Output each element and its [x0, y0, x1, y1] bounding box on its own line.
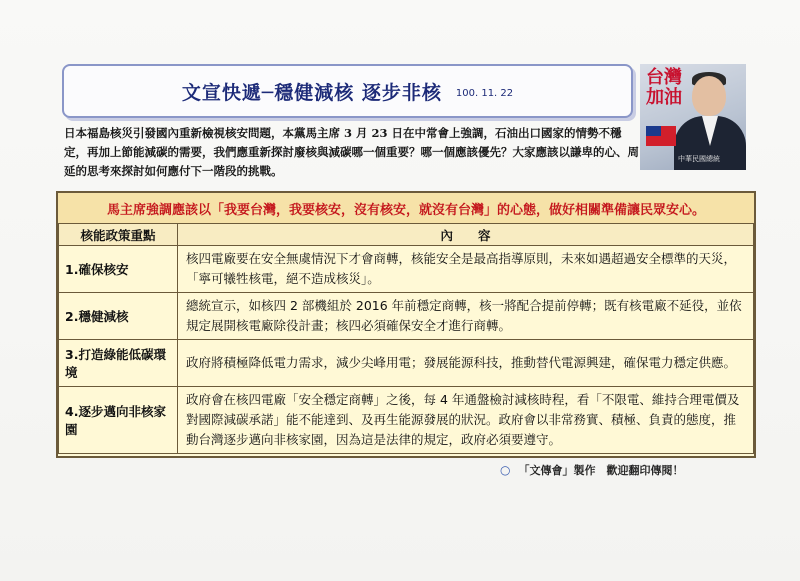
portrait-face: [692, 76, 726, 116]
table-row: [59, 246, 754, 293]
policy-label: 1.確保核安: [59, 246, 178, 293]
taiwan-jiayou-logo: 台灣 加油: [646, 67, 682, 108]
policy-table: [58, 223, 754, 454]
table-row: [59, 387, 754, 454]
issue-date: 100. 11. 22: [455, 87, 514, 99]
bullet-circle-icon: ○: [500, 463, 511, 477]
roc-flag-icon: [646, 126, 676, 146]
footer-text: 「文傳會」製作 歡迎翻印傳閱！: [518, 464, 684, 477]
table-header-row: [59, 224, 754, 246]
table-row: [59, 293, 754, 340]
policy-content: 政府將積極降低電力需求，減少尖峰用電；發展能源科技，推動替代電源興建，確保電力穩定供應。: [178, 340, 754, 387]
policy-content: 政府會在核四電廠「安全穩定商轉」之後，每 4 年通盤檢討減核時程，看「不限電、維持合理電價及對國際減碳承諾」能不能達到、及再生能源發展的狀況。政府會以非常務實、積極、負責的態度，推動台灣逐步邁向非核家園，因為這是法律的規定，政府必須要遵守。: [178, 387, 754, 454]
table-row: [59, 340, 754, 387]
page-title: 文宣快遞─穩健減核 逐步非核: [181, 81, 442, 104]
policy-label: 2.穩健減核: [59, 293, 178, 340]
policy-content: 總統宣示，如核四 2 部機組於 2016 年前穩定商轉，核一將配合提前停轉；既有核電廠不延役，並依規定展開核電廠除役計畫；核四必須確保安全才進行商轉。: [178, 293, 754, 340]
policy-label: 4.逐步邁向非核家園: [59, 387, 178, 454]
chairman-statement-banner: 馬主席強調應該以「我要台灣，我要核安，沒有核安，就沒有台灣」的心態，做好相關準備讓民眾安心。: [58, 193, 754, 224]
header-policy: 核能政策重點: [59, 224, 178, 246]
president-portrait: [640, 64, 746, 170]
portrait-caption: 中華民國總統: [678, 155, 720, 163]
intro-paragraph: 日本福島核災引發國內重新檢視核安問題，本黨馬主席 3 月 23 日在中常會上強調，石油出口國家的情勢不穩定，再加上節能減碳的需要，我們應重新探討廢核與減碳哪一個重要？哪一個應該優先？大家應該以謙卑的心、周延的思考來探討如何應付下一階段的挑戰。: [64, 126, 639, 178]
header-content: 內 容: [178, 224, 754, 246]
footer-credit: [500, 462, 683, 478]
policy-content: 核四電廠要在安全無虞情況下才會商轉，核能安全是最高指導原則，未來如遇超過安全標準的天災，「寧可犧牲核電，絕不造成核災」。: [178, 246, 754, 293]
title-box: [62, 64, 633, 118]
policy-label: 3.打造綠能低碳環境: [59, 340, 178, 387]
policy-panel: [56, 191, 756, 458]
